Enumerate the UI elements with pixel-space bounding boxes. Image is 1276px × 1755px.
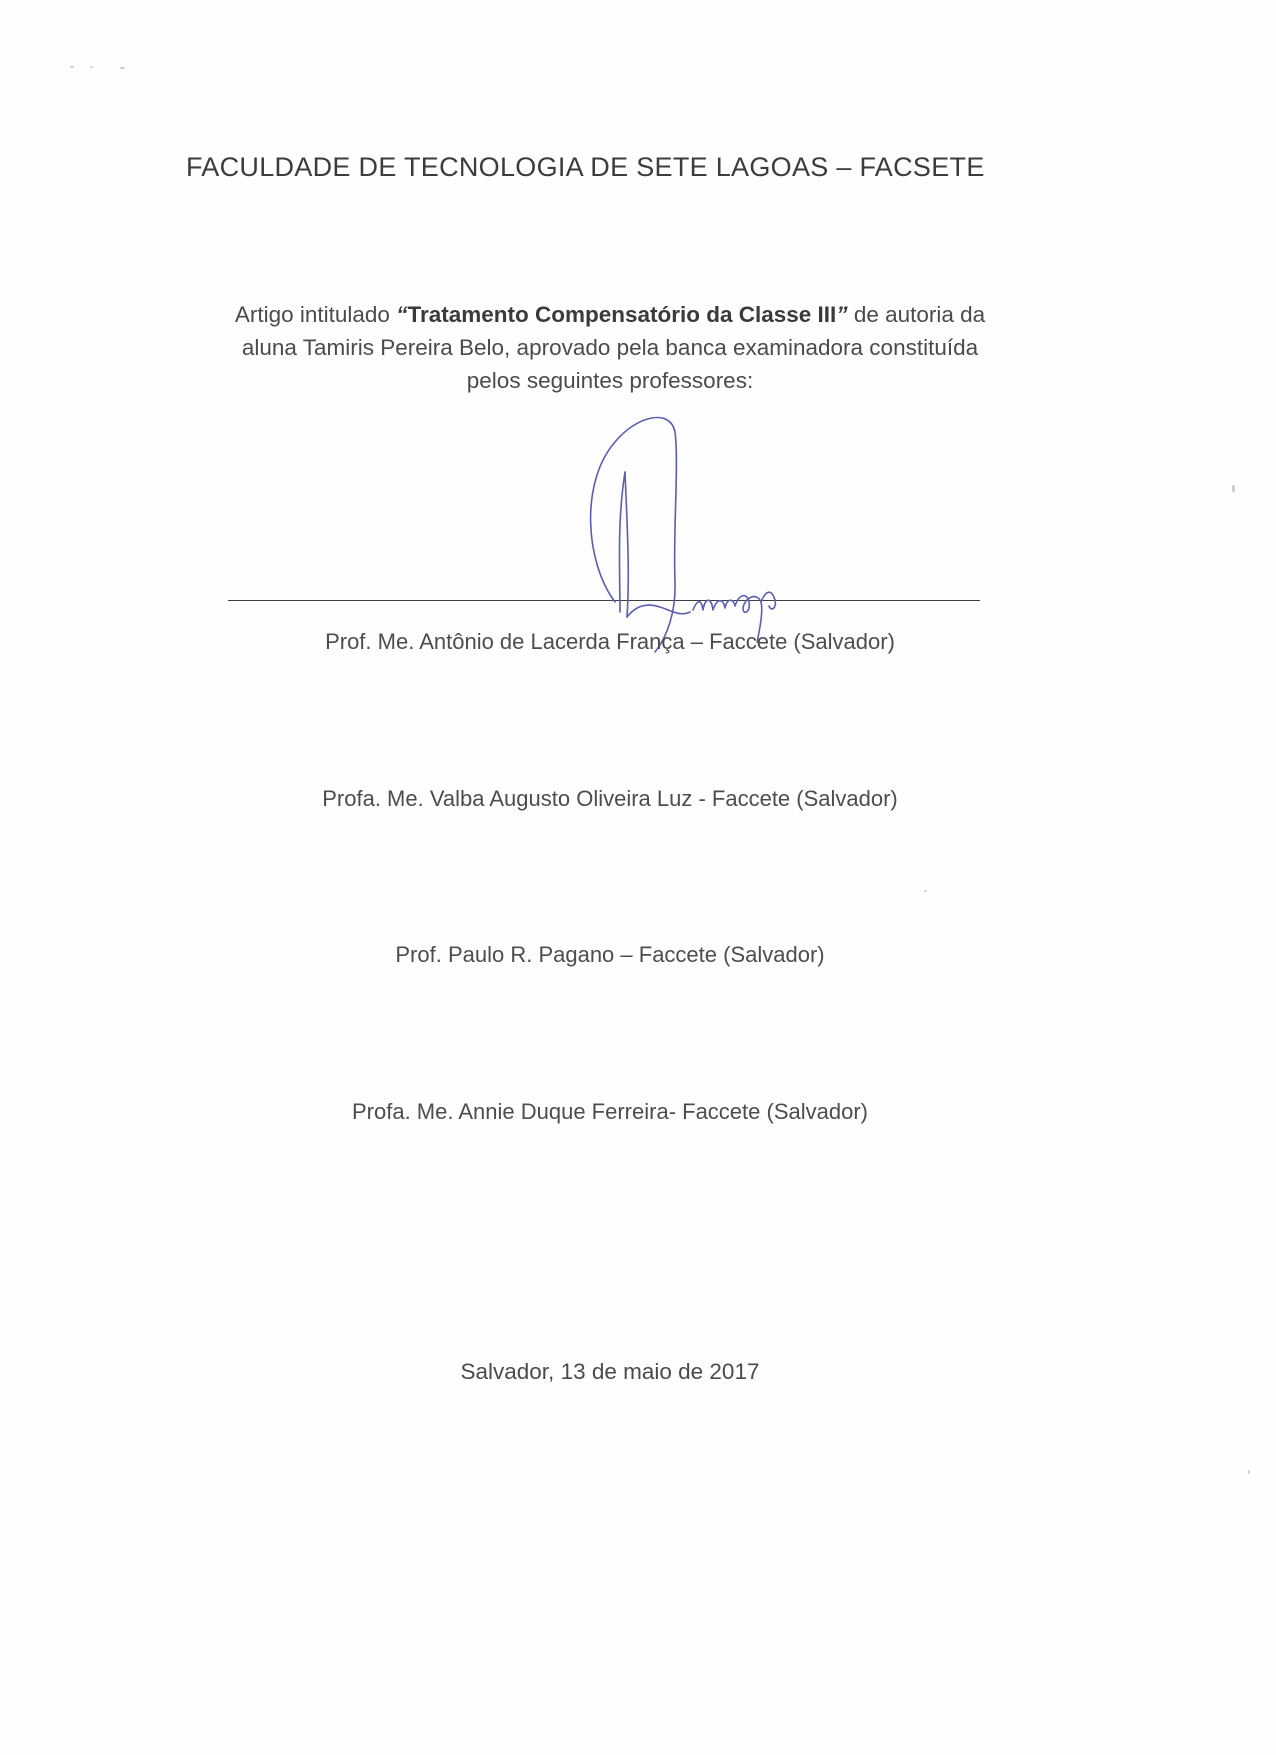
intro-line-2: aluna Tamiris Pereira Belo, aprovado pela banca examinadora constituída [241,335,979,360]
article-title: Tratamento Compensatório da Classe III [407,302,837,327]
intro-line-3: pelos seguintes professores: [466,368,754,393]
institution-heading: FACULDADE DE TECNOLOGIA DE SETE LAGOAS – FACSETE [186,152,985,182]
examiner-2: Profa. Me. Valba Augusto Oliveira Luz - Faccete (Salvador) [322,786,898,811]
close-quote: ” [836,302,848,327]
scan-speck [924,890,927,892]
scan-speck [70,66,74,68]
scan-speck [1232,485,1235,492]
scan-speck [120,67,125,69]
handwritten-signature [575,412,835,662]
examiner-3: Prof. Paulo R. Pagano – Faccete (Salvador) [395,942,825,967]
scan-speck [1248,1470,1250,1474]
open-quote: “ [396,302,408,327]
examiner-1: Prof. Me. Antônio de Lacerda França – Faccete (Salvador) [325,629,895,654]
intro-prefix: Artigo intitulado [234,302,397,327]
scan-speck [90,66,93,68]
place-and-date: Salvador, 13 de maio de 2017 [460,1359,760,1384]
approval-statement [160,298,1060,397]
intro-suffix: de autoria da [847,302,986,327]
examiner-4: Profa. Me. Annie Duque Ferreira- Faccete (Salvador) [351,1099,868,1124]
